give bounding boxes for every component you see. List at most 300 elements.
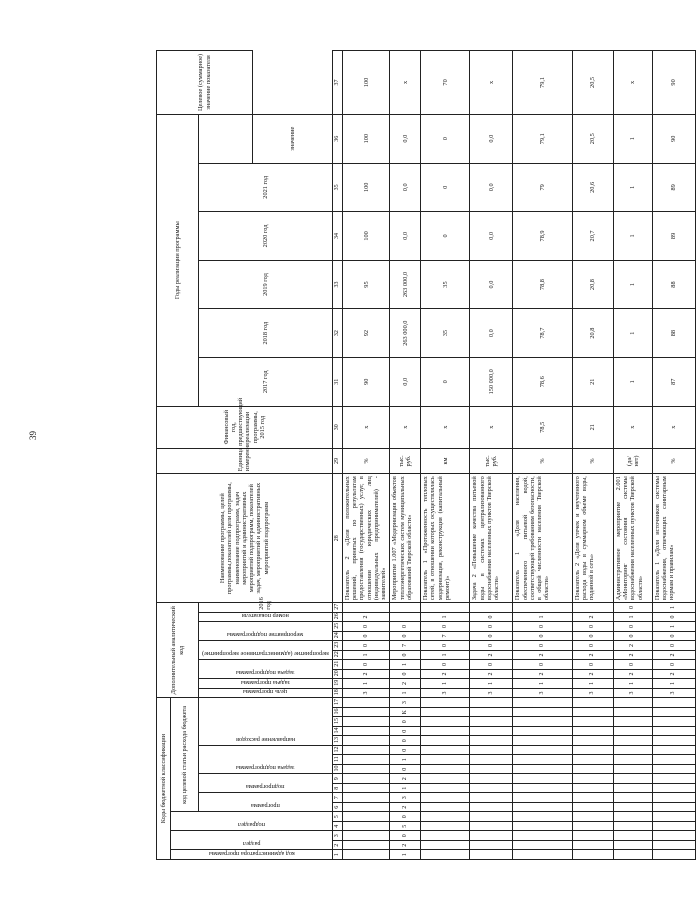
code-cell: [652, 774, 695, 784]
code-cell: [390, 612, 421, 622]
code-cell: [342, 765, 390, 775]
row-unit: %: [342, 448, 390, 473]
kbk-header: Коды бюджетной классификации: [157, 698, 171, 860]
code-cell: [421, 784, 470, 794]
year-value-cell: 1: [613, 309, 652, 358]
code-cell: 0: [342, 660, 390, 670]
code-cell: 0: [390, 717, 421, 727]
code-cell: [421, 698, 470, 708]
code-cell: [421, 746, 470, 756]
year-value-cell: 89: [652, 212, 695, 261]
code-cell: [513, 822, 572, 832]
code-cell: [652, 831, 695, 841]
target-value-cell: х: [470, 51, 513, 115]
code-cell: [572, 793, 613, 803]
code-cell: [421, 803, 470, 813]
code-cell: [652, 746, 695, 756]
code-cell: 0: [470, 612, 513, 622]
row-base-value: х: [390, 406, 421, 448]
column-number: 32: [332, 309, 342, 358]
column-number: 19: [332, 679, 342, 689]
year-2018-header: 2018 год: [199, 309, 333, 358]
row-name: Показатель 2 «Доля положительных решений, принятых по результатам предоставления (государственных) услуг, в отношении юридических лиц (индивидуальных предпринимателей) - заявителей»: [342, 474, 390, 603]
target-value-cell: х: [613, 51, 652, 115]
column-number: 12: [332, 746, 342, 756]
code-cell: 0: [390, 765, 421, 775]
year-value-cell: 78,6: [513, 357, 572, 406]
fin-year-header: Финансовый год, предшествующий реализации программы, 2015 год: [157, 406, 333, 448]
code-cell: [613, 841, 652, 851]
code-cell: [572, 755, 613, 765]
target-value-cell: 90: [652, 51, 695, 115]
code-cell: [652, 717, 695, 727]
year-value-cell: 100: [342, 114, 390, 163]
year-value-cell: 0: [421, 212, 470, 261]
page-number: 39: [28, 431, 38, 440]
code-cell: 0: [470, 641, 513, 651]
year-2020-header: 2020 год: [199, 212, 333, 261]
column-number: 25: [332, 622, 342, 632]
code-cell: [652, 765, 695, 775]
code-cell: 0: [613, 631, 652, 641]
year-value-cell: 0,0: [390, 212, 421, 261]
target-value-cell: 79,1: [513, 51, 572, 115]
code-cell: [613, 698, 652, 708]
code-cell: [572, 850, 613, 860]
code-cell: 1: [390, 660, 421, 670]
year-value-cell: 0,0: [470, 114, 513, 163]
target-value-header: значение: [253, 114, 333, 163]
code-cell: [613, 803, 652, 813]
podprogramma-header: подпрограмма: [199, 774, 333, 793]
code-cell: [513, 850, 572, 860]
year-value-cell: 1: [613, 163, 652, 212]
code-cell: [342, 746, 390, 756]
column-number: 15: [332, 717, 342, 727]
code-cell: 0: [652, 641, 695, 651]
code-cell: 0: [470, 622, 513, 632]
programma-header: программа: [199, 793, 333, 812]
year-value-cell: 20,6: [572, 163, 613, 212]
admin-code-header: код администратора программы: [171, 850, 333, 860]
code-cell: [421, 822, 470, 832]
year-2019-header: 2019 год: [199, 260, 333, 309]
code-cell: [652, 850, 695, 860]
zadacha-podprogrammy-header: задача подпрограммы: [199, 746, 333, 775]
code-cell: 2: [572, 669, 613, 679]
column-number: 37: [332, 51, 342, 115]
row-base-value: 21: [572, 406, 613, 448]
code-cell: [513, 755, 572, 765]
column-number: 7: [332, 793, 342, 803]
code-cell: [342, 793, 390, 803]
code-cell: 0: [513, 660, 572, 670]
code-cell: [342, 784, 390, 794]
row-unit: тыс. руб.: [390, 448, 421, 473]
code-cell: 3: [613, 688, 652, 698]
code-cell: [470, 717, 513, 727]
year-value-cell: 1: [613, 114, 652, 163]
year-value-cell: 95: [342, 260, 390, 309]
program-table: [156, 50, 696, 860]
year-value-cell: 150 000,0: [470, 357, 513, 406]
code-cell: [572, 698, 613, 708]
code-cell: К: [390, 708, 421, 718]
code-cell: 0: [470, 660, 513, 670]
target-value-cell: 100: [342, 51, 390, 115]
year-value-cell: 90: [652, 114, 695, 163]
code-cell: 0: [390, 622, 421, 632]
year-value-cell: 1: [613, 212, 652, 261]
code-cell: 1: [652, 622, 695, 632]
code-cell: 0: [470, 631, 513, 641]
year-value-cell: 78,8: [513, 260, 572, 309]
code-cell: 1: [390, 688, 421, 698]
code-cell: 2: [513, 669, 572, 679]
code-cell: [572, 803, 613, 813]
code-cell: 1: [390, 755, 421, 765]
table-row: [513, 51, 572, 860]
code-cell: 0: [390, 736, 421, 746]
year-value-cell: 21: [572, 357, 613, 406]
code-cell: [613, 765, 652, 775]
code-cell: [470, 822, 513, 832]
column-number: 13: [332, 736, 342, 746]
code-cell: [613, 708, 652, 718]
code-cell: [470, 603, 513, 613]
code-cell: [652, 841, 695, 851]
column-number: 22: [332, 650, 342, 660]
column-number: 20: [332, 669, 342, 679]
code-cell: 0: [342, 622, 390, 632]
code-cell: 2: [421, 669, 470, 679]
code-cell: 1: [421, 650, 470, 660]
column-number: 9: [332, 774, 342, 784]
code-cell: [470, 727, 513, 737]
row-name: Мероприятие 1.007 «Модернизация объектов теплоэнергетических систем муниципальных образований Тверской области»: [390, 474, 421, 603]
code-cell: 0: [390, 727, 421, 737]
code-cell: [613, 727, 652, 737]
code-cell: 0: [613, 603, 652, 613]
year-value-cell: 0,0: [390, 357, 421, 406]
code-cell: [470, 774, 513, 784]
table-body: [342, 51, 695, 860]
years-header: Годы реализации программы: [157, 114, 199, 406]
code-cell: 0: [342, 631, 390, 641]
code-cell: 2: [390, 774, 421, 784]
year-value-cell: 263 000,0: [390, 309, 421, 358]
code-cell: [342, 822, 390, 832]
code-cell: 0: [390, 650, 421, 660]
cel-programmy-header: цель программы: [199, 688, 333, 698]
column-number: 17: [332, 698, 342, 708]
column-number: 8: [332, 784, 342, 794]
year-value-cell: 87: [652, 357, 695, 406]
code-cell: 2: [390, 803, 421, 813]
column-number: 1: [332, 850, 342, 860]
napravlenie-header: направление расходов: [199, 698, 333, 746]
row-name: Показатель 2 «Доля утечек и неучтенного расхода воды в суммарном объеме воды, поданной в сеть»: [572, 474, 613, 603]
year-value-cell: 0,0: [390, 114, 421, 163]
code-cell: [513, 765, 572, 775]
code-cell: [652, 708, 695, 718]
code-cell: [613, 746, 652, 756]
row-base-value: х: [470, 406, 513, 448]
code-cell: [421, 708, 470, 718]
name-col-header: Наименование программы, целей программы,показателей цели программы, наименование подпрограмм, задач мероприятий и административных мероприятий подпрограмм, показателей задач, мероприятий и административных мероприятий подпрограмм: [157, 474, 333, 603]
code-cell: 1: [652, 679, 695, 689]
code-cell: [470, 746, 513, 756]
code-cell: [421, 831, 470, 841]
code-cell: [513, 793, 572, 803]
meropriyatie-podprogrammy-header: мероприятие подпрограммы: [199, 622, 333, 641]
column-number: 34: [332, 212, 342, 261]
column-number: 5: [332, 812, 342, 822]
column-number: 24: [332, 631, 342, 641]
year-value-cell: 79,1: [513, 114, 572, 163]
code-cell: 3: [652, 688, 695, 698]
code-cell: 2: [572, 612, 613, 622]
code-cell: [421, 793, 470, 803]
code-cell: 1: [390, 850, 421, 860]
zadacha-programmy-header: задача программы: [199, 679, 333, 689]
table-row: [652, 51, 695, 860]
code-cell: 3: [390, 698, 421, 708]
code-cell: 1: [421, 612, 470, 622]
year-value-cell: 78,9: [513, 212, 572, 261]
code-cell: [572, 812, 613, 822]
code-cell: [572, 784, 613, 794]
row-unit: %: [572, 448, 613, 473]
code-cell: 0: [390, 812, 421, 822]
code-cell: 0: [390, 831, 421, 841]
year-2016-header: 2016 год: [199, 603, 333, 613]
column-number: 26: [332, 612, 342, 622]
code-cell: [572, 831, 613, 841]
year-value-cell: 92: [342, 309, 390, 358]
code-cell: 0: [513, 622, 572, 632]
row-name: Административное мероприятие 2.001 «Мониторинг состояния системы водоснабжения населенных пунктов Тверской области»: [613, 474, 652, 603]
year-value-cell: 89: [652, 163, 695, 212]
zadacha-podprogrammy-dop-header: задача подпрограммы: [199, 660, 333, 679]
code-cell: [342, 717, 390, 727]
code-cell: [342, 831, 390, 841]
code-cell: [652, 755, 695, 765]
code-cell: [342, 803, 390, 813]
code-cell: [421, 727, 470, 737]
code-cell: 0: [390, 631, 421, 641]
code-cell: [470, 736, 513, 746]
code-cell: [513, 746, 572, 756]
code-cell: [652, 698, 695, 708]
code-cell: [572, 708, 613, 718]
column-number: 33: [332, 260, 342, 309]
row-name: Показатель 1 «Доля источников системы водоснабжения, отвечающих санитарным нормам и правилам»: [652, 474, 695, 603]
code-cell: [513, 698, 572, 708]
code-cell: [470, 803, 513, 813]
code-cell: 0: [421, 660, 470, 670]
code-cell: 0: [421, 622, 470, 632]
code-cell: 1: [342, 650, 390, 660]
code-cell: [652, 822, 695, 832]
code-cell: [572, 822, 613, 832]
code-cell: 2: [572, 650, 613, 660]
code-cell: [652, 793, 695, 803]
code-cell: 3: [470, 688, 513, 698]
code-cell: 1: [421, 679, 470, 689]
code-cell: 0: [513, 641, 572, 651]
code-cell: [513, 803, 572, 813]
year-value-cell: 0: [421, 114, 470, 163]
code-cell: [572, 746, 613, 756]
code-cell: [652, 784, 695, 794]
code-cell: [470, 812, 513, 822]
code-cell: 1: [572, 679, 613, 689]
column-number: 27: [332, 603, 342, 613]
code-cell: [342, 812, 390, 822]
code-cell: [652, 812, 695, 822]
code-cell: 0: [572, 660, 613, 670]
row-base-value: 78,5: [513, 406, 572, 448]
code-cell: [342, 727, 390, 737]
code-cell: [513, 841, 572, 851]
table-row: [470, 51, 513, 860]
row-unit: %: [652, 448, 695, 473]
target-value-cell: 70: [421, 51, 470, 115]
code-cell: [613, 755, 652, 765]
column-number: 23: [332, 641, 342, 651]
year-value-cell: 0,0: [470, 260, 513, 309]
code-cell: [421, 736, 470, 746]
code-cell: [470, 793, 513, 803]
code-cell: 7: [421, 631, 470, 641]
code-cell: [572, 765, 613, 775]
code-cell: 0: [652, 612, 695, 622]
year-value-cell: 0: [421, 357, 470, 406]
code-cell: 1: [470, 679, 513, 689]
code-cell: [572, 727, 613, 737]
year-value-cell: 88: [652, 260, 695, 309]
code-cell: [572, 603, 613, 613]
table-row: [421, 51, 470, 860]
column-number: 16: [332, 708, 342, 718]
column-number: 28: [332, 474, 342, 603]
table-row: [390, 51, 421, 860]
year-value-cell: 20,8: [572, 309, 613, 358]
code-cell: [421, 765, 470, 775]
year-value-cell: 1: [613, 357, 652, 406]
row-base-value: х: [421, 406, 470, 448]
target-value-cell: 20,5: [572, 51, 613, 115]
code-cell: [342, 850, 390, 860]
code-cell: [613, 812, 652, 822]
column-number-row: [332, 51, 342, 860]
year-value-cell: 100: [342, 212, 390, 261]
column-number: 6: [332, 803, 342, 813]
code-cell: [613, 850, 652, 860]
code-cell: [470, 765, 513, 775]
code-cell: [470, 698, 513, 708]
column-number: 36: [332, 114, 342, 163]
year-value-cell: 0: [421, 163, 470, 212]
year-value-cell: 20,5: [572, 114, 613, 163]
column-number: 10: [332, 765, 342, 775]
year-value-cell: 0,0: [470, 309, 513, 358]
code-cell: [470, 784, 513, 794]
code-cell: 1: [513, 679, 572, 689]
code-cell: [390, 603, 421, 613]
code-cell: 0: [613, 660, 652, 670]
code-cell: 2: [342, 612, 390, 622]
code-cell: [513, 727, 572, 737]
code-cell: 2: [342, 669, 390, 679]
target-value-cell: х: [390, 51, 421, 115]
code-cell: [421, 841, 470, 851]
code-cell: 2: [652, 650, 695, 660]
row-name: Показатель 1 «Доля населения, обеспеченного питьевой водой, соответствующей требованиям безопасности, в общей численности населения Тверской области»: [513, 474, 572, 603]
code-cell: 5: [390, 822, 421, 832]
column-number: 30: [332, 406, 342, 448]
year-value-cell: 100: [342, 163, 390, 212]
year-value-cell: 0,0: [390, 163, 421, 212]
code-cell: [342, 698, 390, 708]
code-cell: [513, 708, 572, 718]
code-cell: [342, 708, 390, 718]
row-unit: %: [513, 448, 572, 473]
code-cell: [421, 603, 470, 613]
code-cell: [470, 708, 513, 718]
year-value-cell: 79: [513, 163, 572, 212]
code-cell: 7: [390, 641, 421, 651]
code-cell: [652, 727, 695, 737]
row-unit: тыс. руб.: [470, 448, 513, 473]
year-value-cell: 20,7: [572, 212, 613, 261]
code-cell: [513, 603, 572, 613]
code-cell: 2: [652, 669, 695, 679]
code-cell: [421, 774, 470, 784]
code-cell: 1: [613, 612, 652, 622]
code-cell: 0: [652, 660, 695, 670]
code-cell: 2: [513, 650, 572, 660]
code-cell: [613, 831, 652, 841]
code-cell: 3: [390, 793, 421, 803]
year-value-cell: 0,0: [470, 212, 513, 261]
code-cell: [421, 850, 470, 860]
code-cell: 0: [342, 641, 390, 651]
code-cell: [342, 755, 390, 765]
code-cell: 0: [572, 622, 613, 632]
row-unit: км: [421, 448, 470, 473]
year-value-cell: 0,0: [470, 163, 513, 212]
column-number: 21: [332, 660, 342, 670]
code-cell: 0: [613, 622, 652, 632]
row-base-value: х: [613, 406, 652, 448]
code-cell: [470, 850, 513, 860]
column-number: 2: [332, 841, 342, 851]
code-cell: 2: [470, 650, 513, 660]
year-value-cell: 90: [342, 357, 390, 406]
year-value-cell: 35: [421, 260, 470, 309]
code-cell: [342, 736, 390, 746]
razdel-header: раздел: [171, 831, 333, 850]
code-cell: [342, 841, 390, 851]
code-cell: [470, 841, 513, 851]
code-cell: 1: [390, 784, 421, 794]
code-cell: [421, 812, 470, 822]
code-cell: 1: [613, 679, 652, 689]
code-cell: 2: [613, 669, 652, 679]
rotated-table-wrapper: [156, 50, 678, 860]
